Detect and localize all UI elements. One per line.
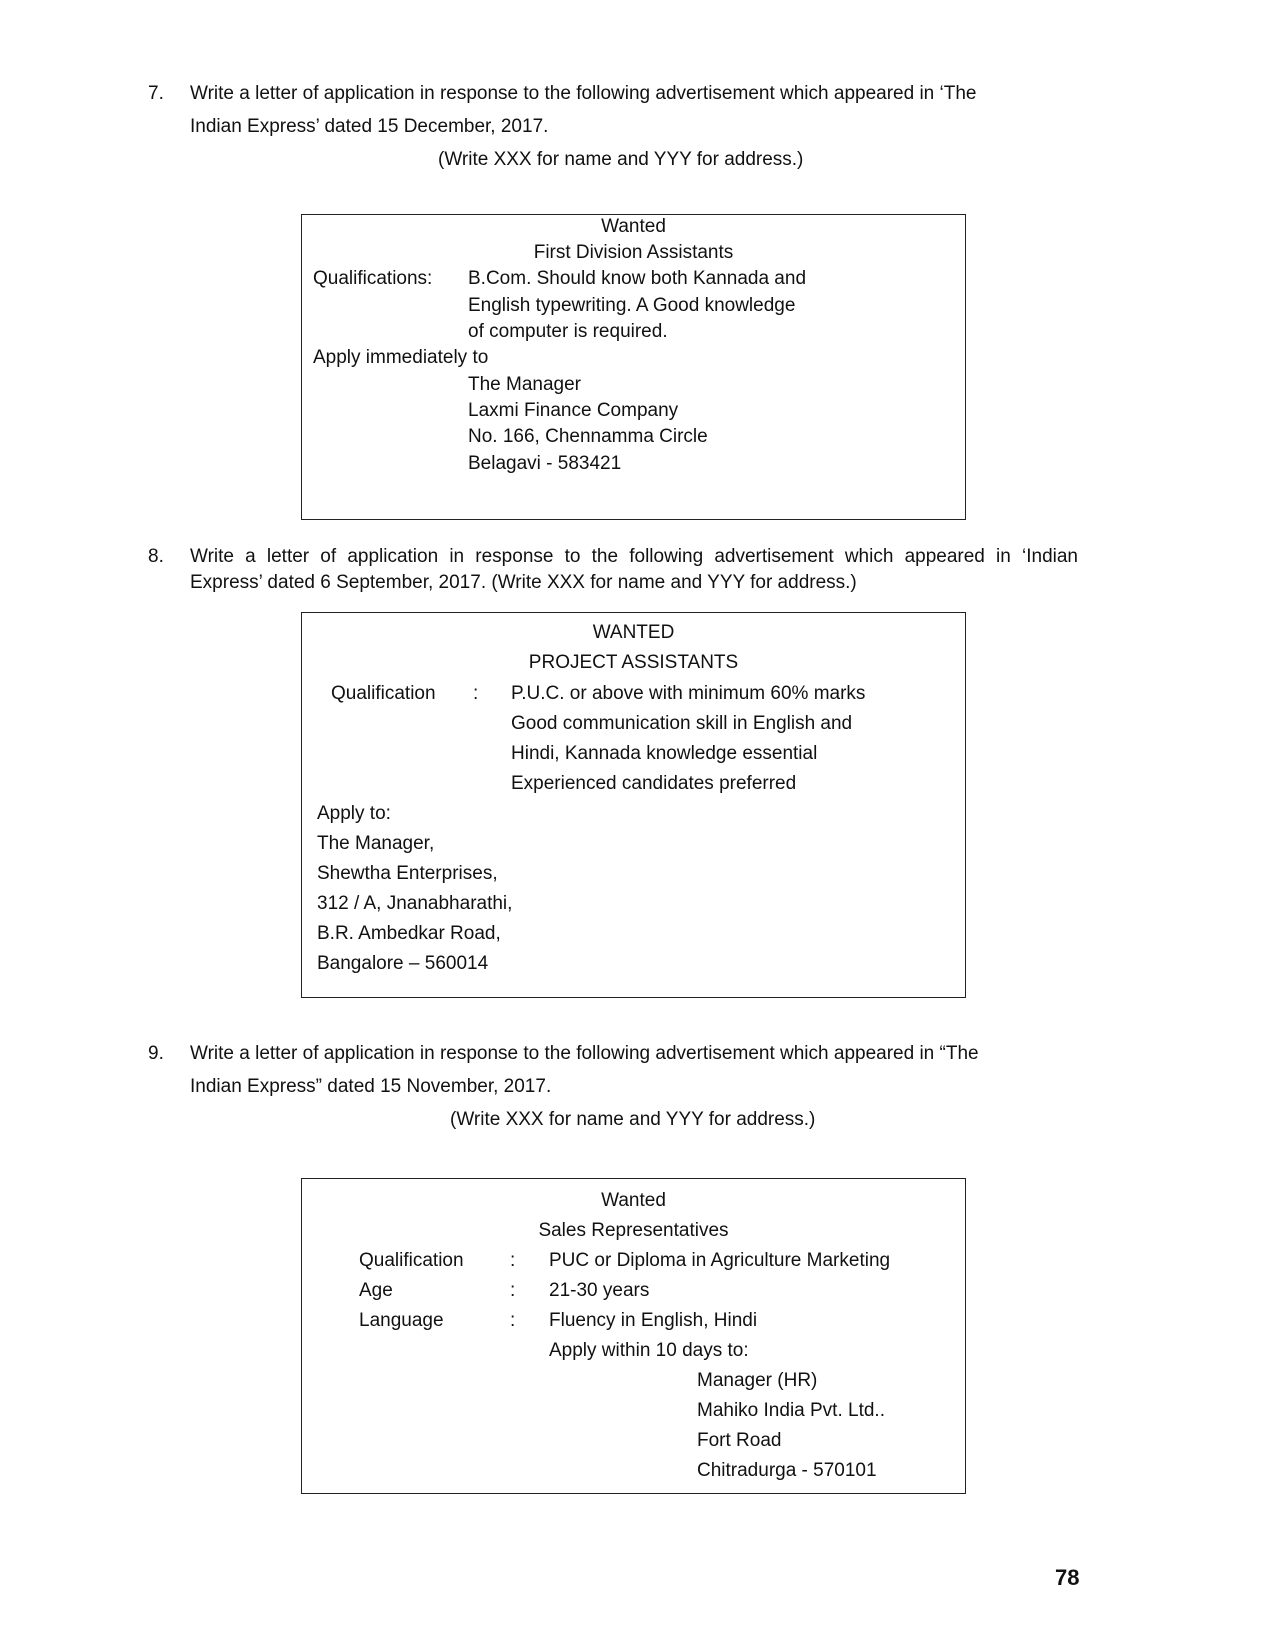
q8-ad-address-line: Bangalore – 560014 [317, 953, 489, 974]
q9-ad-row-colon: : [510, 1250, 516, 1271]
q8-ad-address-line: The Manager, [317, 833, 435, 854]
q8-ad-address-line: Shewtha Enterprises, [317, 863, 498, 884]
q9-ad-row-value: 21-30 years [549, 1280, 650, 1301]
q7-ad-subheading: First Division Assistants [533, 242, 734, 263]
q9-line-1: Write a letter of application in response to the following advertisement which appeared in “The [190, 1043, 979, 1064]
q8-ad-qualification-line: Experienced candidates preferred [511, 773, 797, 794]
q7-ad-address-line: Laxmi Finance Company [468, 400, 679, 421]
q9-ad-row-label: Language [359, 1310, 444, 1331]
q9-ad-row-colon: : [510, 1310, 516, 1331]
q9-ad-row-value: PUC or Diploma in Agriculture Marketing [549, 1250, 891, 1271]
q7-line-2: Indian Express’ dated 15 December, 2017. [190, 116, 549, 137]
q7-ad-qualification-line: of computer is required. [468, 321, 668, 342]
q9-line-2: Indian Express” dated 15 November, 2017. [190, 1076, 552, 1097]
q8-number: 8. [148, 546, 164, 567]
q7-ad-address-line: The Manager [468, 374, 582, 395]
q8-ad-qualification-label: Qualification [331, 683, 436, 704]
q7-ad-heading: Wanted [601, 216, 666, 237]
q9-ad-heading: Wanted [601, 1190, 666, 1211]
q7-ad-qualification-label: Qualifications: [313, 268, 433, 289]
q9-ad-apply-label: Apply within 10 days to: [549, 1340, 749, 1361]
q9-ad-address-line: Mahiko India Pvt. Ltd.. [697, 1400, 885, 1421]
q7-number: 7. [148, 83, 164, 104]
q9-ad-address-line: Fort Road [697, 1430, 782, 1451]
q9-ad-address-line: Chitradurga - 570101 [697, 1460, 877, 1481]
q9-number: 9. [148, 1043, 164, 1064]
q9-note: (Write XXX for name and YYY for address.) [450, 1109, 816, 1130]
page-number: 78 [1055, 1565, 1080, 1590]
q7-line-1: Write a letter of application in response to the following advertisement which appeared in ‘The [190, 83, 977, 104]
q8-line-2: Express’ dated 6 September, 2017. (Write XXX for name and YYY for address.) [190, 572, 857, 593]
q8-ad-qualification-line: Hindi, Kannada knowledge essential [511, 743, 818, 764]
q7-ad-address-line: Belagavi - 583421 [468, 453, 622, 474]
q8-ad-apply-label: Apply to: [317, 803, 391, 824]
q7-ad-apply-label: Apply immediately to [313, 347, 489, 368]
q7-ad-qualification-line: English typewriting. A Good knowledge [468, 295, 796, 316]
q7-ad-qualification-line: B.Com. Should know both Kannada and [468, 268, 807, 289]
q8-ad-heading: WANTED [592, 622, 675, 643]
q9-ad-row-value: Fluency in English, Hindi [549, 1310, 758, 1331]
q9-ad-address-line: Manager (HR) [697, 1370, 818, 1391]
q8-ad-address-line: B.R. Ambedkar Road, [317, 923, 501, 944]
q8-ad-address-line: 312 / A, Jnanabharathi, [317, 893, 513, 914]
q9-ad-row-colon: : [510, 1280, 516, 1301]
q9-ad-subheading: Sales Representatives [538, 1220, 729, 1241]
q7-ad-address-line: No. 166, Chennamma Circle [468, 426, 708, 447]
q8-ad-qualification-line: Good communication skill in English and [511, 713, 853, 734]
q9-ad-row-label: Age [359, 1280, 393, 1301]
q7-note: (Write XXX for name and YYY for address.) [438, 149, 804, 170]
q9-ad-row-label: Qualification [359, 1250, 464, 1271]
q8-line-1: Write a letter of application in response to the following advertisement which appeared in ‘Indian [190, 546, 1078, 567]
q8-ad-qualification-colon: : [473, 683, 479, 704]
q8-ad-qualification-line: P.U.C. or above with minimum 60% marks [511, 683, 866, 704]
q8-ad-subheading: PROJECT ASSISTANTS [528, 652, 739, 673]
